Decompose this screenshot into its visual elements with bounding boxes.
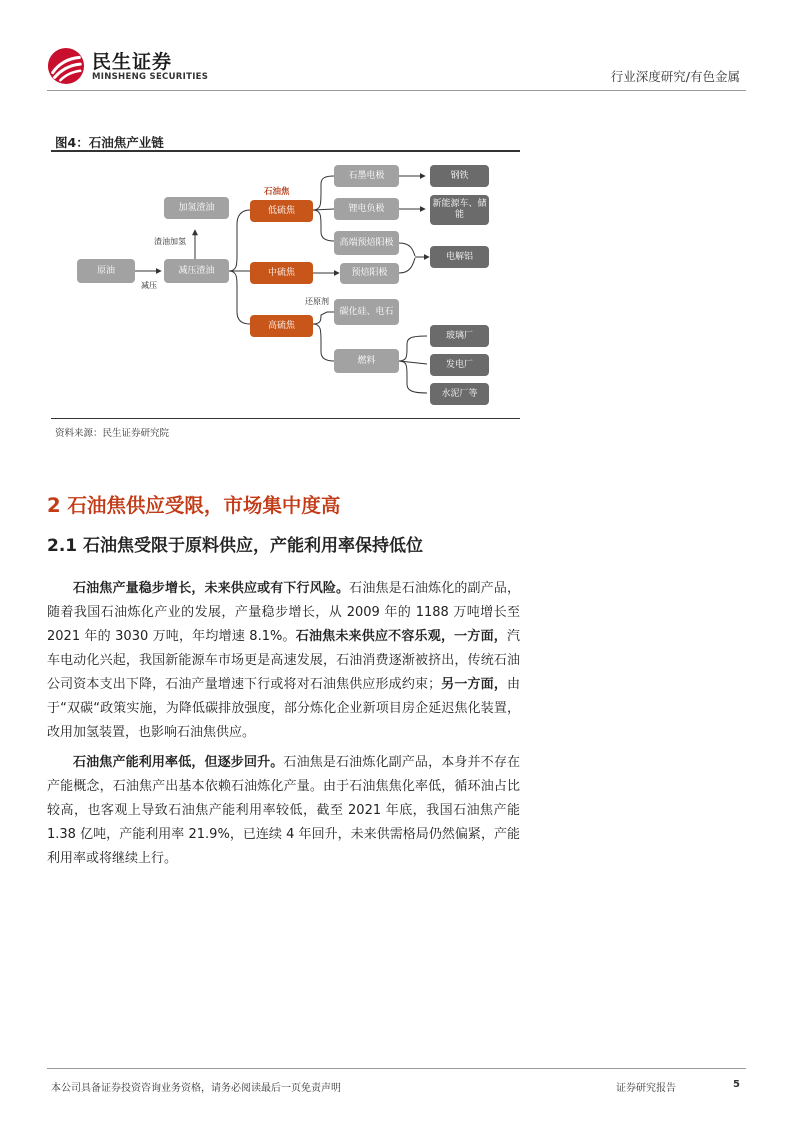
brand-name-en: MINSHENG SECURITIES: [92, 72, 209, 82]
minsheng-logo-icon: [47, 47, 85, 85]
node-electrolytic-aluminum: 电解铝: [430, 246, 489, 268]
petcoke-industry-chain-diagram: [51, 152, 520, 416]
node-power-plant: 发电厂: [430, 354, 489, 376]
footer-disclaimer: 本公司具备证券投资咨询业务资格，请务必阅读最后一页免责声明: [51, 1083, 341, 1094]
node-glass-plant: 玻璃厂: [430, 325, 489, 347]
label-petcoke: 石油焦: [264, 187, 290, 197]
footer-divider: [47, 1068, 746, 1069]
header-divider: [47, 90, 746, 91]
label-hydrogenation: 渣油加氢: [154, 237, 186, 246]
label-reductant: 还原剂: [305, 297, 329, 306]
p2-body: 石油焦是石油炼化副产品，本身并不存在产能概念，石油焦产出基本依赖石油炼化产量。由于石油焦焦化率低，循环油占比较高，也客观上导致石油焦产能利用率较低，截至 2021 年底，我国石油焦产能 1.38 亿吨，产能利用率 21.9%，已连续 4 年回升，未来供需格局仍然偏紧，产能利用率或将继续上行。: [47, 755, 520, 866]
node-li-anode: 锂电负极: [334, 198, 399, 220]
node-cement-plant: 水泥厂等: [430, 383, 489, 405]
figure-bottom-rule: [51, 418, 520, 419]
p2-lead: 石油焦产能利用率低，但逐步回升。: [73, 755, 284, 770]
node-graphite-electrode: 石墨电极: [334, 165, 399, 187]
paragraph-utilization: [47, 751, 520, 871]
figure-title: 图4：石油焦产业链: [55, 135, 164, 150]
node-nev-storage: 新能源车、储能: [430, 195, 489, 225]
figure-source: 资料来源：民生证券研究院: [55, 428, 170, 439]
brand-name-cn: 民生证券: [92, 51, 173, 73]
node-mid-sulfur-coke: 中硫焦: [250, 262, 313, 284]
node-vacuum-residue: 减压渣油: [164, 259, 229, 283]
node-hydro-residue: 加氢渣油: [164, 197, 229, 219]
subsection-heading: 2.1 石油焦受限于原料供应，产能利用率保持低位: [47, 536, 424, 556]
p1-body-2: 汽车电动化兴起，我国新能源车市场更是高速发展，石油消费逐渐被挤出，传统石油公司资本支出下降，石油产量增速下行或将对石油焦供应形成约束；: [47, 629, 520, 692]
p1-lead: 石油焦产量稳步增长，未来供应或有下行风险。: [73, 581, 350, 596]
p1-body-3: 由于“双碳“政策实施，为降低碳排放强度，部分炼化企业新项目房企延迟焦化装置，改用加氢装置，也影响石油焦供应。: [47, 677, 520, 740]
p1-emph-1: 石油焦未来供应不容乐观，一方面，: [295, 629, 507, 644]
node-hp-prebaked-anode: 高端预焙阳极: [334, 231, 399, 255]
node-steel: 钢铁: [430, 165, 489, 187]
node-fuel: 燃料: [334, 349, 399, 373]
paragraph-supply: [47, 577, 520, 745]
p1-body-1: 石油焦是石油炼化的副产品，随着我国石油炼化产业的发展，产量稳步增长，从 2009 年的 1188 万吨增长至 2021 年的 3030 万吨，年均增速 8.1%。: [47, 581, 520, 644]
node-crude-oil: 原油: [77, 259, 135, 283]
node-low-sulfur-coke: 低硫焦: [250, 200, 313, 222]
page-number: 5: [733, 1079, 740, 1090]
label-depressurize: 减压: [141, 281, 157, 290]
section-heading: 2 石油焦供应受限，市场集中度高: [47, 494, 341, 517]
node-prebaked-anode: 预焙阳极: [340, 263, 399, 284]
node-high-sulfur-coke: 高硫焦: [250, 315, 313, 337]
p1-emph-2: 另一方面，: [441, 677, 507, 692]
node-carbide: 碳化硅、电石: [334, 299, 399, 325]
footer-doc-type: 证券研究报告: [616, 1083, 676, 1094]
report-category: 行业深度研究/有色金属: [610, 69, 740, 84]
